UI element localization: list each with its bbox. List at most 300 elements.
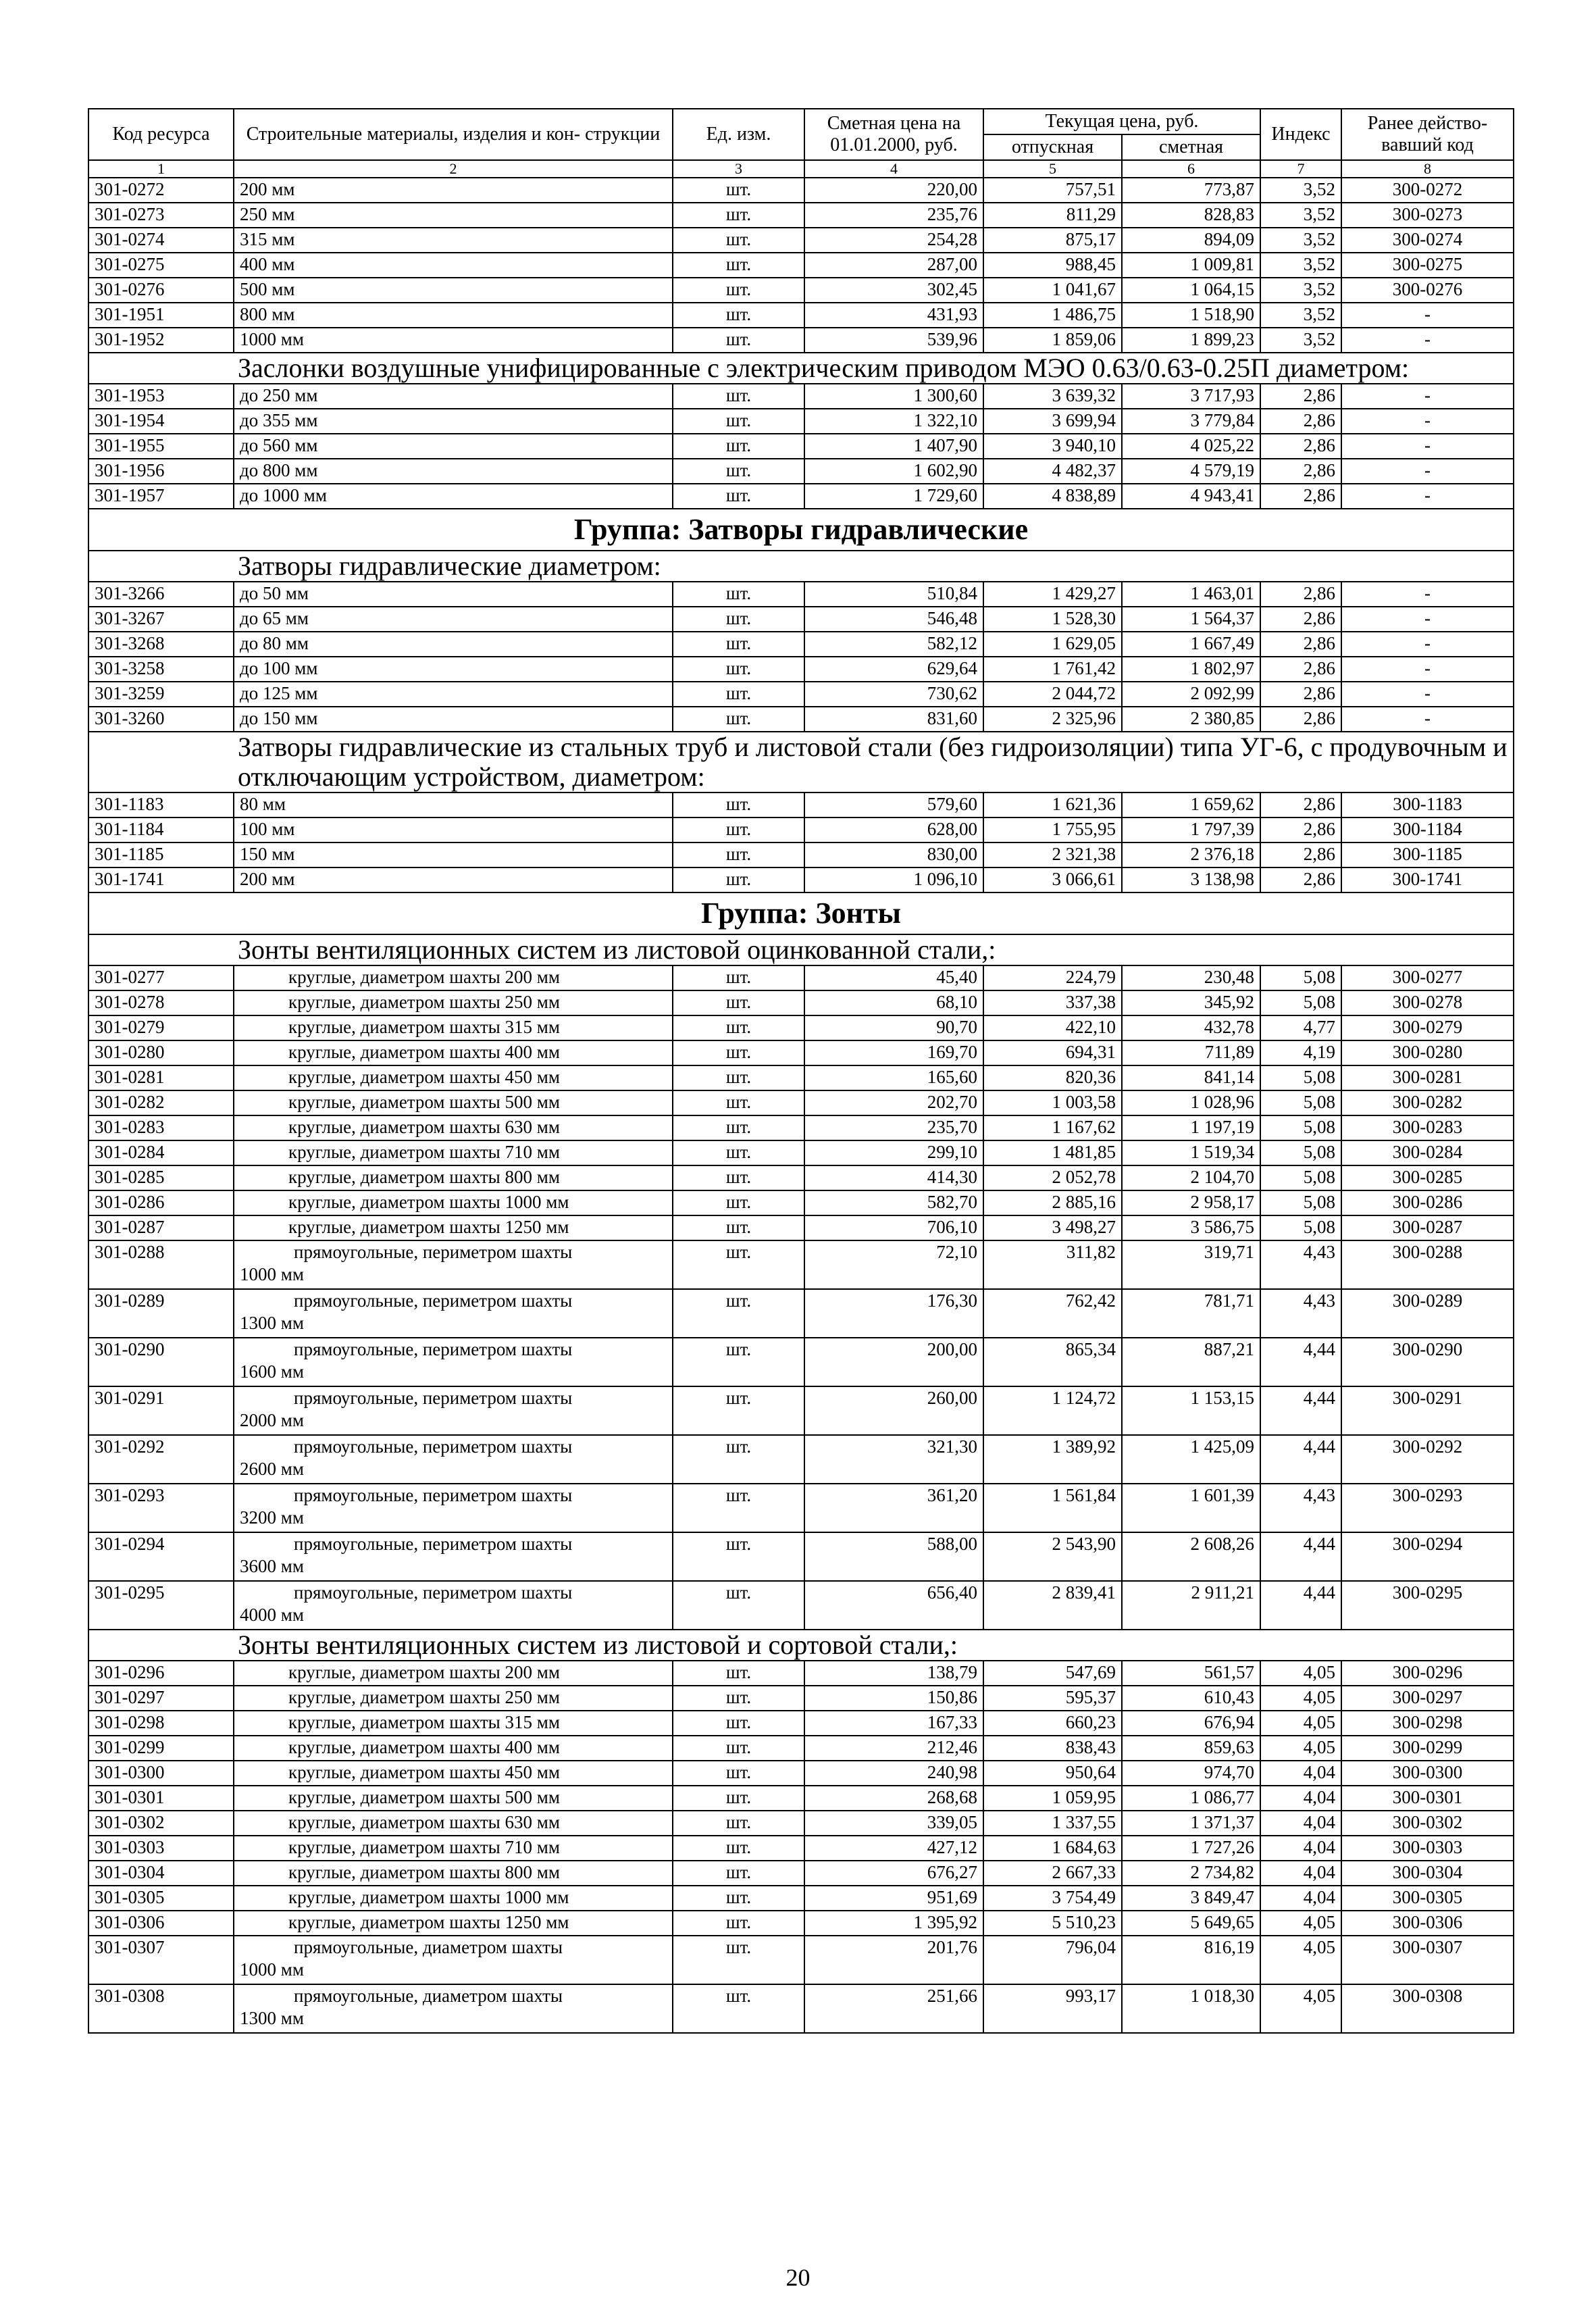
table-row [88, 1338, 1514, 1386]
resource-code: 301-0301 [88, 1786, 234, 1811]
table-row [88, 793, 1514, 818]
base-price: 254,28 [804, 228, 983, 253]
previous-code: 300-0308 [1341, 1984, 1514, 2033]
table-row [88, 1761, 1514, 1786]
release-price: 1 041,67 [983, 278, 1122, 303]
price-index: 3,52 [1260, 178, 1341, 203]
material-name: до 125 мм [234, 682, 673, 707]
estimate-price: 781,71 [1122, 1289, 1260, 1338]
resource-code: 301-1954 [88, 409, 234, 434]
release-price: 1 528,30 [983, 607, 1122, 632]
release-price: 796,04 [983, 1936, 1122, 1984]
base-price: 138,79 [804, 1661, 983, 1686]
price-index: 4,05 [1260, 1936, 1341, 1984]
material-name-line2: 3200 мм [240, 1507, 304, 1528]
section-title: Заслонки воздушные унифицированные с электрическим приводом МЭО 0.63/0.63-0.25П диаметром: [88, 353, 1514, 384]
previous-code: - [1341, 484, 1514, 509]
base-price: 68,10 [804, 990, 983, 1015]
header-index: Индекс [1260, 109, 1341, 160]
unit: шт. [673, 1165, 804, 1190]
resource-code: 301-0281 [88, 1065, 234, 1090]
section-header-row [88, 551, 1514, 582]
release-price: 3 940,10 [983, 434, 1122, 459]
previous-code: 300-0285 [1341, 1165, 1514, 1190]
material-name [234, 1289, 673, 1338]
base-price: 656,40 [804, 1581, 983, 1630]
unit: шт. [673, 1435, 804, 1484]
material-name-line1: прямоугольные, периметром шахты [294, 1339, 573, 1359]
estimate-price: 3 138,98 [1122, 867, 1260, 892]
base-price: 90,70 [804, 1015, 983, 1040]
price-index: 5,08 [1260, 990, 1341, 1015]
resource-code: 301-0305 [88, 1886, 234, 1911]
table-row [88, 409, 1514, 434]
release-price: 422,10 [983, 1015, 1122, 1040]
section-title: Зонты вентиляционных систем из листовой оцинкованной стали,: [88, 934, 1514, 965]
previous-code: 300-0295 [1341, 1581, 1514, 1630]
previous-code: 300-0283 [1341, 1115, 1514, 1140]
release-price: 547,69 [983, 1661, 1122, 1686]
release-price: 1 481,85 [983, 1140, 1122, 1165]
material-name-line2: 1000 мм [240, 1264, 304, 1284]
previous-code: - [1341, 434, 1514, 459]
material-name: 200 мм [234, 178, 673, 203]
price-index: 2,86 [1260, 409, 1341, 434]
resource-code: 301-1953 [88, 384, 234, 409]
resource-code: 301-0280 [88, 1040, 234, 1065]
table-row [88, 1015, 1514, 1040]
base-price: 582,12 [804, 632, 983, 657]
price-index: 3,52 [1260, 328, 1341, 353]
release-price: 224,79 [983, 965, 1122, 990]
base-price: 1 300,60 [804, 384, 983, 409]
table-row [88, 203, 1514, 228]
estimate-price: 1 899,23 [1122, 328, 1260, 353]
section-title: Зонты вентиляционных систем из листовой и сортовой стали,: [88, 1630, 1514, 1661]
base-price: 251,66 [804, 1984, 983, 2033]
price-index: 5,08 [1260, 1090, 1341, 1115]
base-price: 1 602,90 [804, 459, 983, 484]
resource-code: 301-3266 [88, 582, 234, 607]
base-price: 510,84 [804, 582, 983, 607]
resource-code: 301-1956 [88, 459, 234, 484]
release-price: 1 059,95 [983, 1786, 1122, 1811]
price-index: 4,04 [1260, 1761, 1341, 1786]
unit: шт. [673, 867, 804, 892]
resource-code: 301-1184 [88, 818, 234, 842]
price-index: 3,52 [1260, 228, 1341, 253]
unit: шт. [673, 1984, 804, 2033]
resource-code: 301-1183 [88, 793, 234, 818]
base-price: 629,64 [804, 657, 983, 682]
price-index: 3,52 [1260, 278, 1341, 303]
resource-code: 301-0297 [88, 1686, 234, 1711]
material-name: до 1000 мм [234, 484, 673, 509]
unit: шт. [673, 990, 804, 1015]
resource-code: 301-1951 [88, 303, 234, 328]
unit: шт. [673, 1686, 804, 1711]
release-price: 950,64 [983, 1761, 1122, 1786]
table-row [88, 278, 1514, 303]
release-price: 1 389,92 [983, 1435, 1122, 1484]
table-row [88, 1190, 1514, 1215]
base-price: 176,30 [804, 1289, 983, 1338]
resource-code: 301-0286 [88, 1190, 234, 1215]
resource-code: 301-0285 [88, 1165, 234, 1190]
material-name-line1: прямоугольные, периметром шахты [294, 1582, 573, 1603]
material-name-line2: 1000 мм [240, 1959, 304, 1980]
table-body [88, 178, 1514, 2033]
resource-code: 301-0275 [88, 253, 234, 278]
estimate-price: 1 463,01 [1122, 582, 1260, 607]
material-name: круглые, диаметром шахты 250 мм [234, 1686, 673, 1711]
estimate-price: 1 009,81 [1122, 253, 1260, 278]
previous-code: 300-1741 [1341, 867, 1514, 892]
header-code: Код ресурса [88, 109, 234, 160]
estimate-price: 432,78 [1122, 1015, 1260, 1040]
base-price: 150,86 [804, 1686, 983, 1711]
previous-code: 300-0276 [1341, 278, 1514, 303]
unit: шт. [673, 1836, 804, 1861]
estimate-price: 5 649,65 [1122, 1911, 1260, 1936]
material-name: 400 мм [234, 253, 673, 278]
material-name-line2: 1300 мм [240, 1313, 304, 1333]
previous-code: 300-0292 [1341, 1435, 1514, 1484]
estimate-price: 3 849,47 [1122, 1886, 1260, 1911]
table-row [88, 1435, 1514, 1484]
table-row [88, 1484, 1514, 1532]
material-name: круглые, диаметром шахты 200 мм [234, 1661, 673, 1686]
material-name-line1: прямоугольные, периметром шахты [294, 1485, 573, 1505]
release-price: 1 561,84 [983, 1484, 1122, 1532]
unit: шт. [673, 203, 804, 228]
previous-code: 300-0279 [1341, 1015, 1514, 1040]
price-index: 5,08 [1260, 1065, 1341, 1090]
unit: шт. [673, 965, 804, 990]
resource-code: 301-0307 [88, 1936, 234, 1984]
resource-code: 301-0290 [88, 1338, 234, 1386]
price-index: 2,86 [1260, 459, 1341, 484]
unit: шт. [673, 303, 804, 328]
page-number: 20 [786, 2264, 810, 2291]
column-number: 7 [1260, 160, 1341, 178]
price-index: 2,86 [1260, 842, 1341, 867]
previous-code: 300-0275 [1341, 253, 1514, 278]
material-name: до 150 мм [234, 707, 673, 732]
resource-code: 301-1185 [88, 842, 234, 867]
base-price: 546,48 [804, 607, 983, 632]
previous-code: - [1341, 328, 1514, 353]
material-name: круглые, диаметром шахты 800 мм [234, 1861, 673, 1886]
estimate-price: 2 380,85 [1122, 707, 1260, 732]
release-price: 762,42 [983, 1289, 1122, 1338]
release-price: 1 859,06 [983, 328, 1122, 353]
header-name: Строительные материалы, изделия и кон- струкции [234, 109, 673, 160]
base-price: 588,00 [804, 1532, 983, 1581]
unit: шт. [673, 1581, 804, 1630]
unit: шт. [673, 1861, 804, 1886]
resource-code: 301-0298 [88, 1711, 234, 1736]
unit: шт. [673, 1761, 804, 1786]
release-price: 988,45 [983, 253, 1122, 278]
estimate-price: 828,83 [1122, 203, 1260, 228]
estimate-price: 1 519,34 [1122, 1140, 1260, 1165]
release-price: 1 761,42 [983, 657, 1122, 682]
release-price: 2 543,90 [983, 1532, 1122, 1581]
price-index: 4,44 [1260, 1338, 1341, 1386]
release-price: 4 838,89 [983, 484, 1122, 509]
unit: шт. [673, 1140, 804, 1165]
release-price: 3 639,32 [983, 384, 1122, 409]
price-index: 3,52 [1260, 253, 1341, 278]
unit: шт. [673, 459, 804, 484]
price-table [88, 108, 1514, 2034]
price-index: 4,04 [1260, 1886, 1341, 1911]
column-number-row [88, 160, 1514, 178]
estimate-price: 1 667,49 [1122, 632, 1260, 657]
estimate-price: 1 659,62 [1122, 793, 1260, 818]
section-header-row [88, 1630, 1514, 1661]
resource-code: 301-0303 [88, 1836, 234, 1861]
previous-code: 300-0305 [1341, 1886, 1514, 1911]
estimate-price: 561,57 [1122, 1661, 1260, 1686]
price-index: 5,08 [1260, 1115, 1341, 1140]
table-row [88, 682, 1514, 707]
material-name [234, 1532, 673, 1581]
table-row [88, 1936, 1514, 1984]
base-price: 579,60 [804, 793, 983, 818]
unit: шт. [673, 1338, 804, 1386]
table-row [88, 818, 1514, 842]
previous-code: 300-0307 [1341, 1936, 1514, 1984]
table-row [88, 1115, 1514, 1140]
column-number: 5 [983, 160, 1122, 178]
previous-code: 300-0287 [1341, 1215, 1514, 1240]
previous-code: 300-0284 [1341, 1140, 1514, 1165]
previous-code: 300-0277 [1341, 965, 1514, 990]
estimate-price: 230,48 [1122, 965, 1260, 990]
previous-code: 300-0300 [1341, 1761, 1514, 1786]
material-name: круглые, диаметром шахты 710 мм [234, 1836, 673, 1861]
previous-code: 300-0297 [1341, 1686, 1514, 1711]
unit: шт. [673, 1532, 804, 1581]
previous-code: 300-0296 [1341, 1661, 1514, 1686]
previous-code: - [1341, 707, 1514, 732]
unit: шт. [673, 1786, 804, 1811]
unit: шт. [673, 657, 804, 682]
table-row [88, 657, 1514, 682]
release-price: 2 885,16 [983, 1190, 1122, 1215]
estimate-price: 1 601,39 [1122, 1484, 1260, 1532]
unit: шт. [673, 328, 804, 353]
column-number: 8 [1341, 160, 1514, 178]
resource-code: 301-1952 [88, 328, 234, 353]
estimate-price: 974,70 [1122, 1761, 1260, 1786]
base-price: 45,40 [804, 965, 983, 990]
table-row [88, 1886, 1514, 1911]
material-name [234, 1435, 673, 1484]
header-prev-code: Ранее действо- вавший код [1341, 109, 1514, 160]
material-name: до 800 мм [234, 459, 673, 484]
material-name [234, 1581, 673, 1630]
unit: шт. [673, 818, 804, 842]
price-index: 4,04 [1260, 1836, 1341, 1861]
unit: шт. [673, 384, 804, 409]
previous-code: 300-0280 [1341, 1040, 1514, 1065]
resource-code: 301-0306 [88, 1911, 234, 1936]
table-row [88, 1140, 1514, 1165]
estimate-price: 2 092,99 [1122, 682, 1260, 707]
resource-code: 301-0292 [88, 1435, 234, 1484]
estimate-price: 1 425,09 [1122, 1435, 1260, 1484]
unit: шт. [673, 607, 804, 632]
release-price: 311,82 [983, 1240, 1122, 1289]
material-name-line1: прямоугольные, периметром шахты [294, 1436, 573, 1457]
release-price: 660,23 [983, 1711, 1122, 1736]
section-title: Затворы гидравлические диаметром: [88, 551, 1514, 582]
table-row [88, 328, 1514, 353]
estimate-price: 841,14 [1122, 1065, 1260, 1090]
resource-code: 301-0295 [88, 1581, 234, 1630]
estimate-price: 859,63 [1122, 1736, 1260, 1761]
table-row [88, 582, 1514, 607]
base-price: 361,20 [804, 1484, 983, 1532]
price-index: 3,52 [1260, 203, 1341, 228]
table-row [88, 1581, 1514, 1630]
table-row [88, 303, 1514, 328]
base-price: 302,45 [804, 278, 983, 303]
previous-code: - [1341, 384, 1514, 409]
estimate-price: 1 518,90 [1122, 303, 1260, 328]
price-index: 2,86 [1260, 632, 1341, 657]
estimate-price: 1 064,15 [1122, 278, 1260, 303]
release-price: 1 167,62 [983, 1115, 1122, 1140]
unit: шт. [673, 1661, 804, 1686]
base-price: 1 407,90 [804, 434, 983, 459]
estimate-price: 3 717,93 [1122, 384, 1260, 409]
price-index: 5,08 [1260, 1190, 1341, 1215]
price-index: 2,86 [1260, 607, 1341, 632]
unit: шт. [673, 1386, 804, 1435]
release-price: 694,31 [983, 1040, 1122, 1065]
price-index: 4,44 [1260, 1532, 1341, 1581]
estimate-price: 4 025,22 [1122, 434, 1260, 459]
table-row [88, 1065, 1514, 1090]
group-title: Группа: Зонты [88, 892, 1514, 934]
base-price: 539,96 [804, 328, 983, 353]
release-price: 1 124,72 [983, 1386, 1122, 1435]
estimate-price: 319,71 [1122, 1240, 1260, 1289]
table-row [88, 1040, 1514, 1065]
table-row [88, 1215, 1514, 1240]
price-index: 2,86 [1260, 818, 1341, 842]
unit: шт. [673, 1215, 804, 1240]
previous-code: 300-0288 [1341, 1240, 1514, 1289]
table-row [88, 1861, 1514, 1886]
section-title: Затворы гидравлические из стальных труб и листовой стали (без гидроизоляции) типа УГ-6, с продувочным и отключающим устройством, диаметром: [88, 732, 1514, 793]
header-estimate-price: сметная [1122, 134, 1260, 160]
price-index: 4,05 [1260, 1661, 1341, 1686]
table-row [88, 459, 1514, 484]
unit: шт. [673, 1886, 804, 1911]
table-row [88, 1811, 1514, 1836]
material-name-line1: прямоугольные, диаметром шахты [294, 1937, 563, 1957]
estimate-price: 1 371,37 [1122, 1811, 1260, 1836]
material-name: 80 мм [234, 793, 673, 818]
material-name: круглые, диаметром шахты 1250 мм [234, 1911, 673, 1936]
material-name-line2: 4000 мм [240, 1605, 304, 1625]
previous-code: 300-0304 [1341, 1861, 1514, 1886]
material-name: до 65 мм [234, 607, 673, 632]
release-price: 1 621,36 [983, 793, 1122, 818]
table-row [88, 1386, 1514, 1435]
release-price: 811,29 [983, 203, 1122, 228]
base-price: 321,30 [804, 1435, 983, 1484]
base-price: 676,27 [804, 1861, 983, 1886]
base-price: 165,60 [804, 1065, 983, 1090]
unit: шт. [673, 793, 804, 818]
release-price: 865,34 [983, 1338, 1122, 1386]
previous-code: 300-0274 [1341, 228, 1514, 253]
previous-code: 300-0278 [1341, 990, 1514, 1015]
price-index: 2,86 [1260, 582, 1341, 607]
table-row [88, 1736, 1514, 1761]
estimate-price: 345,92 [1122, 990, 1260, 1015]
estimate-price: 2 608,26 [1122, 1532, 1260, 1581]
base-price: 1 729,60 [804, 484, 983, 509]
base-price: 202,70 [804, 1090, 983, 1115]
price-index: 4,05 [1260, 1736, 1341, 1761]
material-name: круглые, диаметром шахты 450 мм [234, 1065, 673, 1090]
section-header-row [88, 934, 1514, 965]
material-name: до 355 мм [234, 409, 673, 434]
release-price: 838,43 [983, 1736, 1122, 1761]
material-name: до 50 мм [234, 582, 673, 607]
previous-code: 300-0286 [1341, 1190, 1514, 1215]
estimate-price: 1 727,26 [1122, 1836, 1260, 1861]
estimate-price: 2 911,21 [1122, 1581, 1260, 1630]
base-price: 431,93 [804, 303, 983, 328]
unit: шт. [673, 1040, 804, 1065]
table-row [88, 1984, 1514, 2033]
price-index: 4,05 [1260, 1686, 1341, 1711]
previous-code: 300-0306 [1341, 1911, 1514, 1936]
unit: шт. [673, 1115, 804, 1140]
resource-code: 301-0299 [88, 1736, 234, 1761]
previous-code: - [1341, 657, 1514, 682]
material-name: круглые, диаметром шахты 500 мм [234, 1786, 673, 1811]
unit: шт. [673, 707, 804, 732]
unit: шт. [673, 1811, 804, 1836]
unit: шт. [673, 409, 804, 434]
estimate-price: 773,87 [1122, 178, 1260, 203]
table-row [88, 1786, 1514, 1811]
price-index: 4,44 [1260, 1581, 1341, 1630]
unit: шт. [673, 632, 804, 657]
table-row [88, 1711, 1514, 1736]
price-index: 4,04 [1260, 1861, 1341, 1886]
resource-code: 301-0273 [88, 203, 234, 228]
resource-code: 301-0289 [88, 1289, 234, 1338]
release-price: 3 498,27 [983, 1215, 1122, 1240]
base-price: 730,62 [804, 682, 983, 707]
table-row [88, 632, 1514, 657]
section-header-row [88, 732, 1514, 793]
base-price: 72,10 [804, 1240, 983, 1289]
estimate-price: 1 802,97 [1122, 657, 1260, 682]
estimate-price: 1 564,37 [1122, 607, 1260, 632]
estimate-price: 1 018,30 [1122, 1984, 1260, 2033]
